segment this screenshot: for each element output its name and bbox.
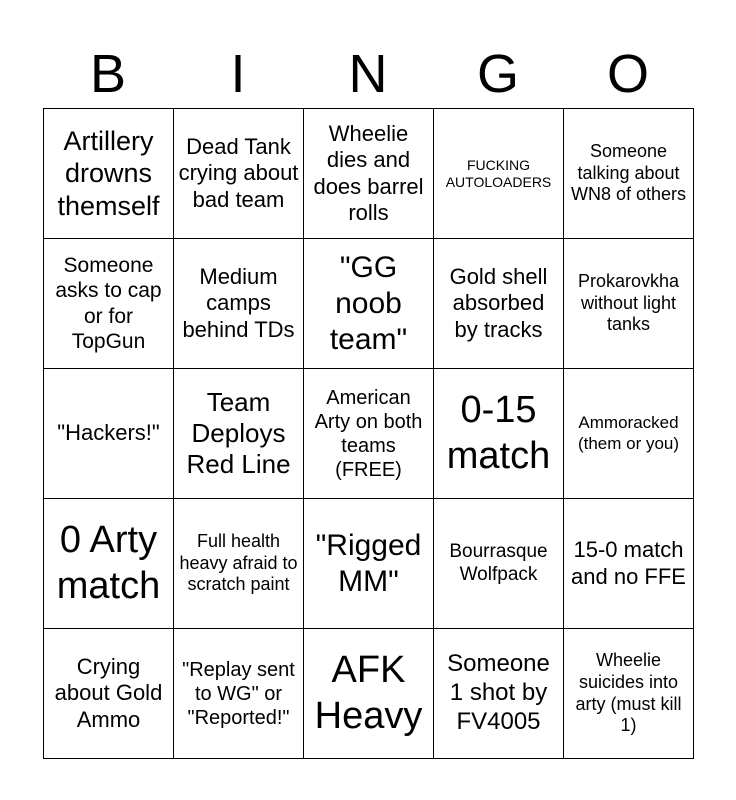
bingo-cell[interactable] xyxy=(174,629,304,759)
bingo-cell-text: Dead Tank crying about bad team xyxy=(178,133,299,212)
bingo-cell-text: Wheelie suicides into arty (must kill 1) xyxy=(575,650,682,736)
header-letter-i: I xyxy=(230,44,246,104)
bingo-cell[interactable] xyxy=(434,369,564,499)
bingo-cell-text: Ammoracked (them or you) xyxy=(577,413,680,453)
bingo-cell[interactable] xyxy=(304,629,434,759)
bingo-header xyxy=(43,40,693,108)
bingo-cell[interactable] xyxy=(44,109,174,239)
bingo-row-1 xyxy=(44,109,694,239)
bingo-cell[interactable] xyxy=(174,239,304,369)
bingo-cell[interactable] xyxy=(174,499,304,629)
bingo-cell-text: "Rigged MM" xyxy=(315,528,422,598)
bingo-cell[interactable] xyxy=(434,109,564,239)
bingo-cell-text: Someone 1 shot by FV4005 xyxy=(447,650,550,735)
bingo-card xyxy=(43,108,694,759)
bingo-cell[interactable] xyxy=(44,499,174,629)
bingo-cell-text: Artillery drowns themself xyxy=(57,125,160,221)
bingo-cell[interactable] xyxy=(304,499,434,629)
bingo-cell-text: 0 Arty match xyxy=(56,518,161,607)
bingo-cell-text: "GG noob team" xyxy=(329,250,408,356)
bingo-row-5 xyxy=(44,629,694,759)
bingo-cell-text: Gold shell absorbed by tracks xyxy=(449,263,548,342)
bingo-cell[interactable] xyxy=(434,499,564,629)
bingo-row-3 xyxy=(44,369,694,499)
bingo-cell-text: Crying about Gold Ammo xyxy=(54,653,163,732)
bingo-cell[interactable] xyxy=(304,239,434,369)
bingo-cell[interactable] xyxy=(304,109,434,239)
bingo-cell-text: Team Deploys Red Line xyxy=(186,386,291,480)
bingo-cell-text: American Arty on both teams (FREE) xyxy=(314,386,423,481)
bingo-cell-text: 0-15 match xyxy=(446,388,551,477)
bingo-cell-text: AFK Heavy xyxy=(314,648,423,737)
header-letter-n: N xyxy=(348,44,388,104)
bingo-cell-text: Full health heavy afraid to scratch paint xyxy=(179,531,298,595)
bingo-cell[interactable] xyxy=(434,629,564,759)
bingo-cell[interactable] xyxy=(564,239,694,369)
bingo-cell[interactable] xyxy=(564,499,694,629)
bingo-row-4 xyxy=(44,499,694,629)
header-letter-g: G xyxy=(476,44,519,104)
bingo-cell[interactable] xyxy=(174,109,304,239)
bingo-cell[interactable] xyxy=(44,629,174,759)
bingo-cell-text: 15-0 match and no FFE xyxy=(571,537,686,589)
bingo-cell-text: "Replay sent to WG" or "Reported!" xyxy=(182,658,295,729)
bingo-cell-text: Prokarovkha without light tanks xyxy=(577,271,680,335)
header-letter-b: B xyxy=(89,44,127,104)
bingo-cell-text: FUCKING AUTOLOADERS xyxy=(445,156,552,190)
bingo-cell[interactable] xyxy=(564,109,694,239)
bingo-cell-text: Wheelie dies and does barrel rolls xyxy=(313,120,424,225)
bingo-cell-text: Someone talking about WN8 of others xyxy=(570,141,687,205)
bingo-cell[interactable] xyxy=(564,629,694,759)
bingo-cell[interactable] xyxy=(564,369,694,499)
bingo-cell-text: Bourrasque Wolfpack xyxy=(449,540,548,585)
bingo-cell[interactable] xyxy=(44,369,174,499)
bingo-cell[interactable] xyxy=(44,239,174,369)
bingo-cell[interactable] xyxy=(434,239,564,369)
bingo-cell-text: Someone asks to cap or for TopGun xyxy=(55,254,162,353)
bingo-cell-text: Medium camps behind TDs xyxy=(182,263,295,342)
bingo-cell-text: "Hackers!" xyxy=(57,420,160,446)
bingo-cell[interactable] xyxy=(174,369,304,499)
bingo-cell[interactable] xyxy=(304,369,434,499)
bingo-row-2 xyxy=(44,239,694,369)
header-letter-o: O xyxy=(606,44,649,104)
